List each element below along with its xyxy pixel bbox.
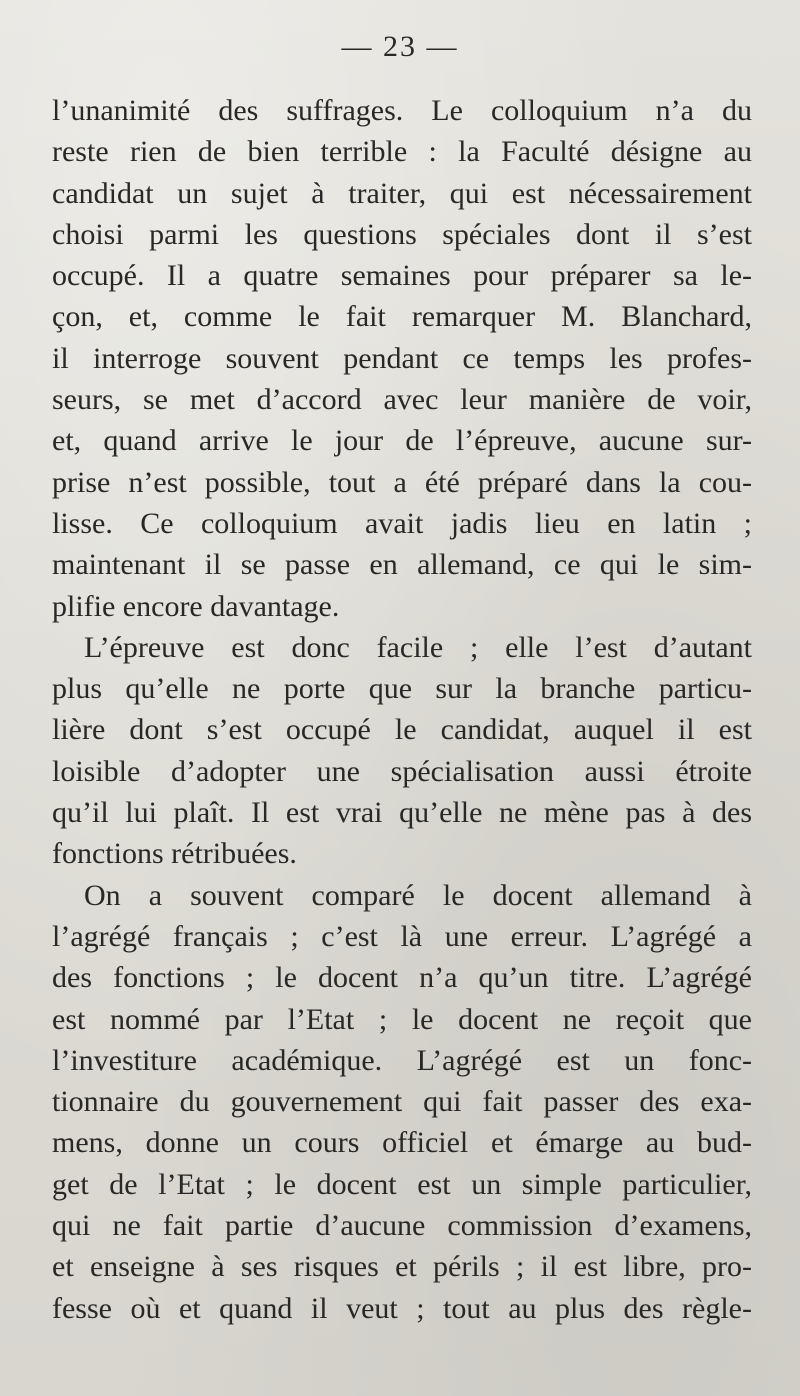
text-line: plifie encore davantage.	[52, 589, 340, 623]
text-line: maintenant il se passe en allemand, ce qui le sim-	[52, 548, 752, 582]
text-line: est nommé par l’Etat ; le docent ne reçoit que	[52, 1002, 752, 1036]
text-line: lisse. Ce colloquium avait jadis lieu en latin ;	[52, 506, 752, 540]
body-text	[52, 90, 752, 1329]
text-line: qu’il lui plaît. Il est vrai qu’elle ne mène pas à des	[52, 796, 752, 830]
text-line: l’unanimité des suffrages. Le colloquium n’a du	[52, 94, 752, 127]
text-line: plus qu’elle ne porte que sur la branche particu-	[52, 672, 752, 706]
text-line: il interroge souvent pendant ce temps les profes-	[52, 341, 752, 375]
text-line: et, quand arrive le jour de l’épreuve, aucune sur-	[52, 424, 752, 458]
text-line: tionnaire du gouvernement qui fait passer des exa-	[52, 1085, 752, 1119]
text-line: get de l’Etat ; le docent est un simple particulier,	[52, 1167, 752, 1201]
paragraph	[52, 875, 752, 1329]
page-number: — 23 —	[341, 30, 459, 63]
text-line: On a souvent comparé le docent allemand à	[84, 878, 752, 912]
text-line: des fonctions ; le docent n’a qu’un titre. L’agrégé	[52, 961, 752, 995]
paragraph	[52, 90, 752, 627]
text-line: fonctions rétribuées.	[52, 837, 297, 871]
text-line: çon, et, comme le fait remarquer M. Blanchard,	[52, 300, 752, 334]
text-line: loisible d’adopter une spécialisation aussi étroite	[52, 754, 752, 788]
text-line: et enseigne à ses risques et périls ; il est libre, pro-	[52, 1250, 752, 1284]
text-line: fesse où et quand il veut ; tout au plus des règle-	[52, 1291, 752, 1325]
text-line: mens, donne un cours officiel et émarge au bud-	[52, 1126, 752, 1160]
text-line: qui ne fait partie d’aucune commission d’examens,	[52, 1209, 752, 1243]
text-line: occupé. Il a quatre semaines pour préparer sa le-	[52, 259, 752, 293]
text-line: candidat un sujet à traiter, qui est nécessairement	[52, 176, 752, 210]
text-line: L’épreuve est donc facile ; elle l’est d’autant	[84, 630, 752, 664]
text-line: l’agrégé français ; c’est là une erreur. L’agrégé a	[52, 919, 752, 953]
text-line: reste rien de bien terrible : la Faculté désigne au	[52, 135, 752, 169]
text-line: seurs, se met d’accord avec leur manière de voir,	[52, 383, 752, 417]
text-line: prise n’est possible, tout a été préparé dans la cou-	[52, 465, 752, 499]
text-line: lière dont s’est occupé le candidat, auquel il est	[52, 713, 752, 747]
paragraph	[52, 627, 752, 875]
text-line: choisi parmi les questions spéciales dont il s’est	[52, 217, 752, 251]
text-line: l’investiture académique. L’agrégé est un fonc-	[52, 1043, 752, 1077]
